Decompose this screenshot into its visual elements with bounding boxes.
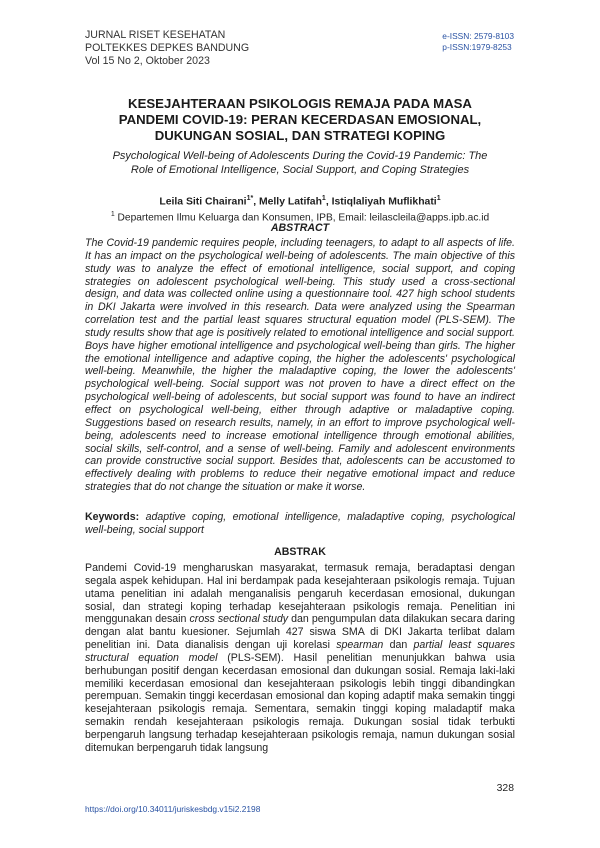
author-list: [85, 195, 515, 207]
abstrak-text-part: dan pengumpulan data dilakukan secara daring dengan alat bantu kuesioner. Sejumlah 427 siswa SMA di DKI Jakarta terlibat dalam penelitian ini. Data dianalisis dengan uji korelasi: [85, 613, 515, 652]
title-line: PANDEMI COVID-19: PERAN KECERDASAN EMOSIONAL,: [118, 112, 482, 127]
journal-header: [85, 29, 249, 68]
paper-title: [85, 96, 515, 144]
pissn: p-ISSN:1979-8253: [442, 42, 512, 52]
abstrak-heading: ABSTRAK: [274, 546, 326, 558]
abstrak-text-part: (PLS-SEM). Hasil penelitian menunjukkan bahwa usia berhubungan positif dengan kecerdasan emosional dan dukungan sosial. Remaja laki-laki memiliki kecerdasan emosional dan kesejahteraan psikologis lebih tinggi dibandingkan perempuan. Semakin tinggi kecerdasan emosional dan koping adaptif maka semakin tinggi kesejahteraan psikologis remaja. Sementara, semakin tinggi koping maladaptif maka semakin rendah kesejahteraan psikologis remaja. Dukungan sosial tidak terbukti berpengaruh langsung terhadap kesejahteraan psikologis remaja, namun dukungan sosial ditemukan berpengaruh tidak langsung: [85, 651, 515, 754]
abstrak-text-part: Pandemi Covid-19 mengharuskan masyarakat, termasuk remaja, beradaptasi dengan segala aspek kehidupan. Hal ini berdampak pada kesejahteraan psikologis remaja. Tujuan utama penelitian ini adalah menganalisis pengaruh kecerdasan emosional, dukungan sosial, dan strategi koping terhadap kesejahteraan psikologis remaja. Penelitian ini menggunakan desain: [85, 562, 515, 626]
abstract-english-text: The Covid-19 pandemic requires people, including teenagers, to adapt to all aspects of life. It has an impact on the psychological well-being of adolescents. The main objective of this study was to analyze the effect of emotional intelligence, social support, and coping strategies on adolescent psychological well-being. This study used a cross-sectional design, and data was collected online using a questionnaire tool. 427 high school students in DKI Jakarta were involved in this research. Data were analyzed using the Spearman correlation test and the partial least squares structural equation model (PLS-SEM). The study results show that age is positively related to emotional intelligence and social support. Boys have higher emotional intelligence and psychological well-being than girls. The higher the emotional intelligence and adaptive coping, the higher the adolescents' psychological well-being. Meanwhile, the higher the maladaptive coping, the lower the adolescents' psychological well-being. Social support was not proven to have a direct effect on the psychological well-being of adolescents, but social support was found to have an indirect effect on psychological well-being, either through adaptive or maladaptive coping. Suggestions based on research results, namely, in an effort to improve psychological well-being, adolescents need to increase emotional intelligence through emotional abilities, social skills, self-control, and a sense of well-being. Family and adolescent environments can provide constructive social support. Besides that, adolescents can be accustomed to effectively dealing with problems to reduce their negative emotional impact and reduce strategies that do not change the situation or make it worse.: [85, 237, 515, 494]
eissn: e-ISSN: 2579-8103: [442, 31, 514, 41]
abstrak-indonesian-text: [85, 562, 515, 755]
journal-name-line2: POLTEKKES DEPKES BANDUNG: [85, 42, 250, 54]
author-name: Leila Siti Chairani: [159, 196, 247, 208]
author-name: Istiqlaliyah Muflikhati: [331, 196, 437, 208]
english-title: [85, 149, 515, 177]
keywords-values: adaptive coping, emotional intelligence, maladaptive coping, psychological well-being, social support: [85, 511, 515, 536]
author-affil-mark: 1: [321, 195, 326, 202]
abstrak-italic-term: spearman: [336, 639, 384, 652]
author-affil-mark: 1*: [246, 195, 254, 202]
english-title-line: Psychological Well-being of Adolescents During the Covid-19 Pandemic: The: [112, 150, 488, 162]
author-name: Melly Latifah: [258, 196, 322, 208]
abstrak-italic-term: cross sectional study: [189, 613, 289, 626]
journal-name-line1: JURNAL RISET KESEHATAN: [85, 29, 226, 41]
doi-link[interactable]: https://doi.org/10.34011/juriskesbdg.v15i2.2198: [85, 804, 261, 814]
author-affil-mark: 1: [436, 195, 441, 202]
title-line: DUKUNGAN SOSIAL, DAN STRATEGI KOPING: [154, 128, 446, 143]
keywords: [85, 511, 515, 537]
issn-block: [442, 31, 514, 53]
keywords-label: Keywords:: [85, 511, 140, 523]
abstrak-text-part: dan: [383, 639, 414, 652]
title-line: KESEJAHTERAAN PSIKOLOGIS REMAJA PADA MASA: [128, 96, 472, 111]
page-number: 328: [496, 783, 514, 794]
affiliation-mark: 1: [110, 211, 115, 218]
abstrak-italic-term: partial least squares structural equation model: [85, 639, 515, 664]
abstract-heading: ABSTRACT: [270, 222, 330, 234]
affiliation-text: Departemen Ilmu Keluarga dan Konsumen, IPB, Email: leilascleila@apps.ipb.ac.id: [114, 212, 490, 224]
author-separator: ,: [253, 196, 259, 208]
journal-volume: Vol 15 No 2, Oktober 2023: [85, 55, 210, 67]
english-title-line: Role of Emotional Intelligence, Social Support, and Coping Strategies: [130, 164, 470, 176]
author-separator: ,: [325, 196, 332, 208]
